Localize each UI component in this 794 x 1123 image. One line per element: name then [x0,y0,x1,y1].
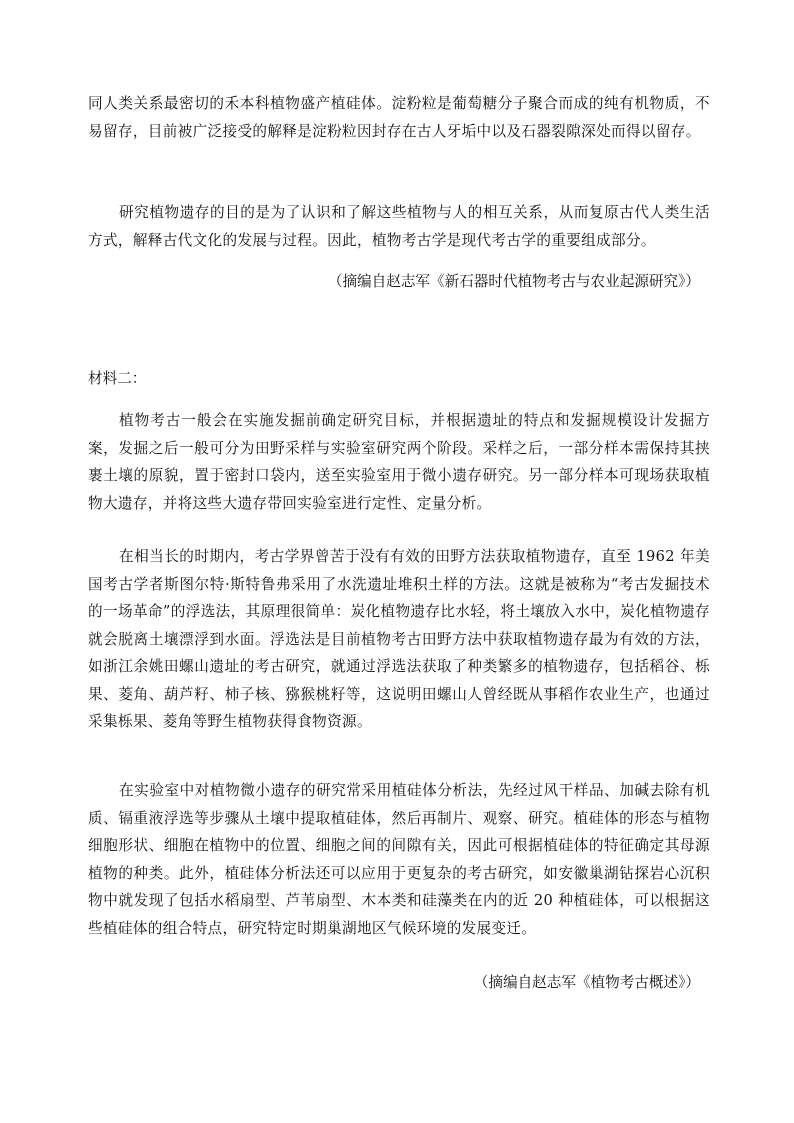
material2-paragraph-2: 在相当长的时期内，考古学界曾苦于没有有效的田野方法获取植物遗存，直至 1962 年美国考古学者斯图尔特·斯特鲁弗采用了水洗遗址堆积土样的方法。这就是被称为“考古发掘技术的一场革命”的浮选法，其原理很简单：炭化植物遗存比水轻，将土壤放入水中，炭化植物遗存就会脱离土壤漂浮到水面。浮选法是目前植物考古田野方法中获取植物遗存最为有效的方法，如浙江余姚田螺山遗址的考古研究，就通过浮选法获取了种类繁多的植物遗存，包括稻谷、栎果、菱角、葫芦籽、柿子核、猕猴桃籽等，这说明田螺山人曾经既从事稻作农业生产，也通过采集栎果、菱角等野生植物获得食物资源。 [88,548,710,730]
material2-source-citation: （摘编自赵志军《植物考古概述》） [473,974,700,991]
material1-continued-paragraph: 同人类关系最密切的禾本科植物盛产植硅体。淀粉粒是葡萄糖分子聚合而成的纯有机物质，不易留存，目前被广泛接受的解释是淀粉粒因封存在古人牙垢中以及石器裂隙深处而得以留存。 [88,95,710,140]
material2-paragraph-1: 植物考古一般会在实施发掘前确定研究目标，并根据遗址的特点和发掘规模设计发掘方案，发掘之后一般可分为田野采样与实验室研究两个阶段。采样之后，一部分样本需保持其挟裹土壤的原貌，置于密封口袋内，送至实验室用于微小遗存研究。另一部分样本可现场获取植物大遗存，并将这些大遗存带回实验室进行定性、定量分析。 [88,412,710,512]
material2-paragraph-3: 在实验室中对植物微小遗存的研究常采用植硅体分析法，先经过风干样品、加碱去除有机质、镉重液浮选等步骤从土壤中提取植硅体，然后再制片、观察、研究。植硅体的形态与植物细胞形状、细胞在植物中的位置、细胞之间的间隙有关，因此可根据植硅体的特征确定其母源植物的种类。此外，植硅体分析法还可以应用于更复杂的考古研究，如安徽巢湖钻探岩心沉积物中就发现了包括水稻扇型、芦苇扇型、木本类和硅藻类在内的近 20 种植硅体，可以根据这些植硅体的组合特点，研究特定时期巢湖地区气候环境的发展变迁。 [88,782,710,937]
material1-purpose-paragraph: 研究植物遗存的目的是为了认识和了解这些植物与人的相互关系，从而复原古代人类生活方式，解释古代文化的发展与过程。因此，植物考古学是现代考古学的重要组成部分。 [88,204,710,249]
material2-heading: 材料二： [88,370,147,387]
material1-source-citation: （摘编自赵志军《新石器时代植物考古与农业起源研究》） [327,273,700,290]
